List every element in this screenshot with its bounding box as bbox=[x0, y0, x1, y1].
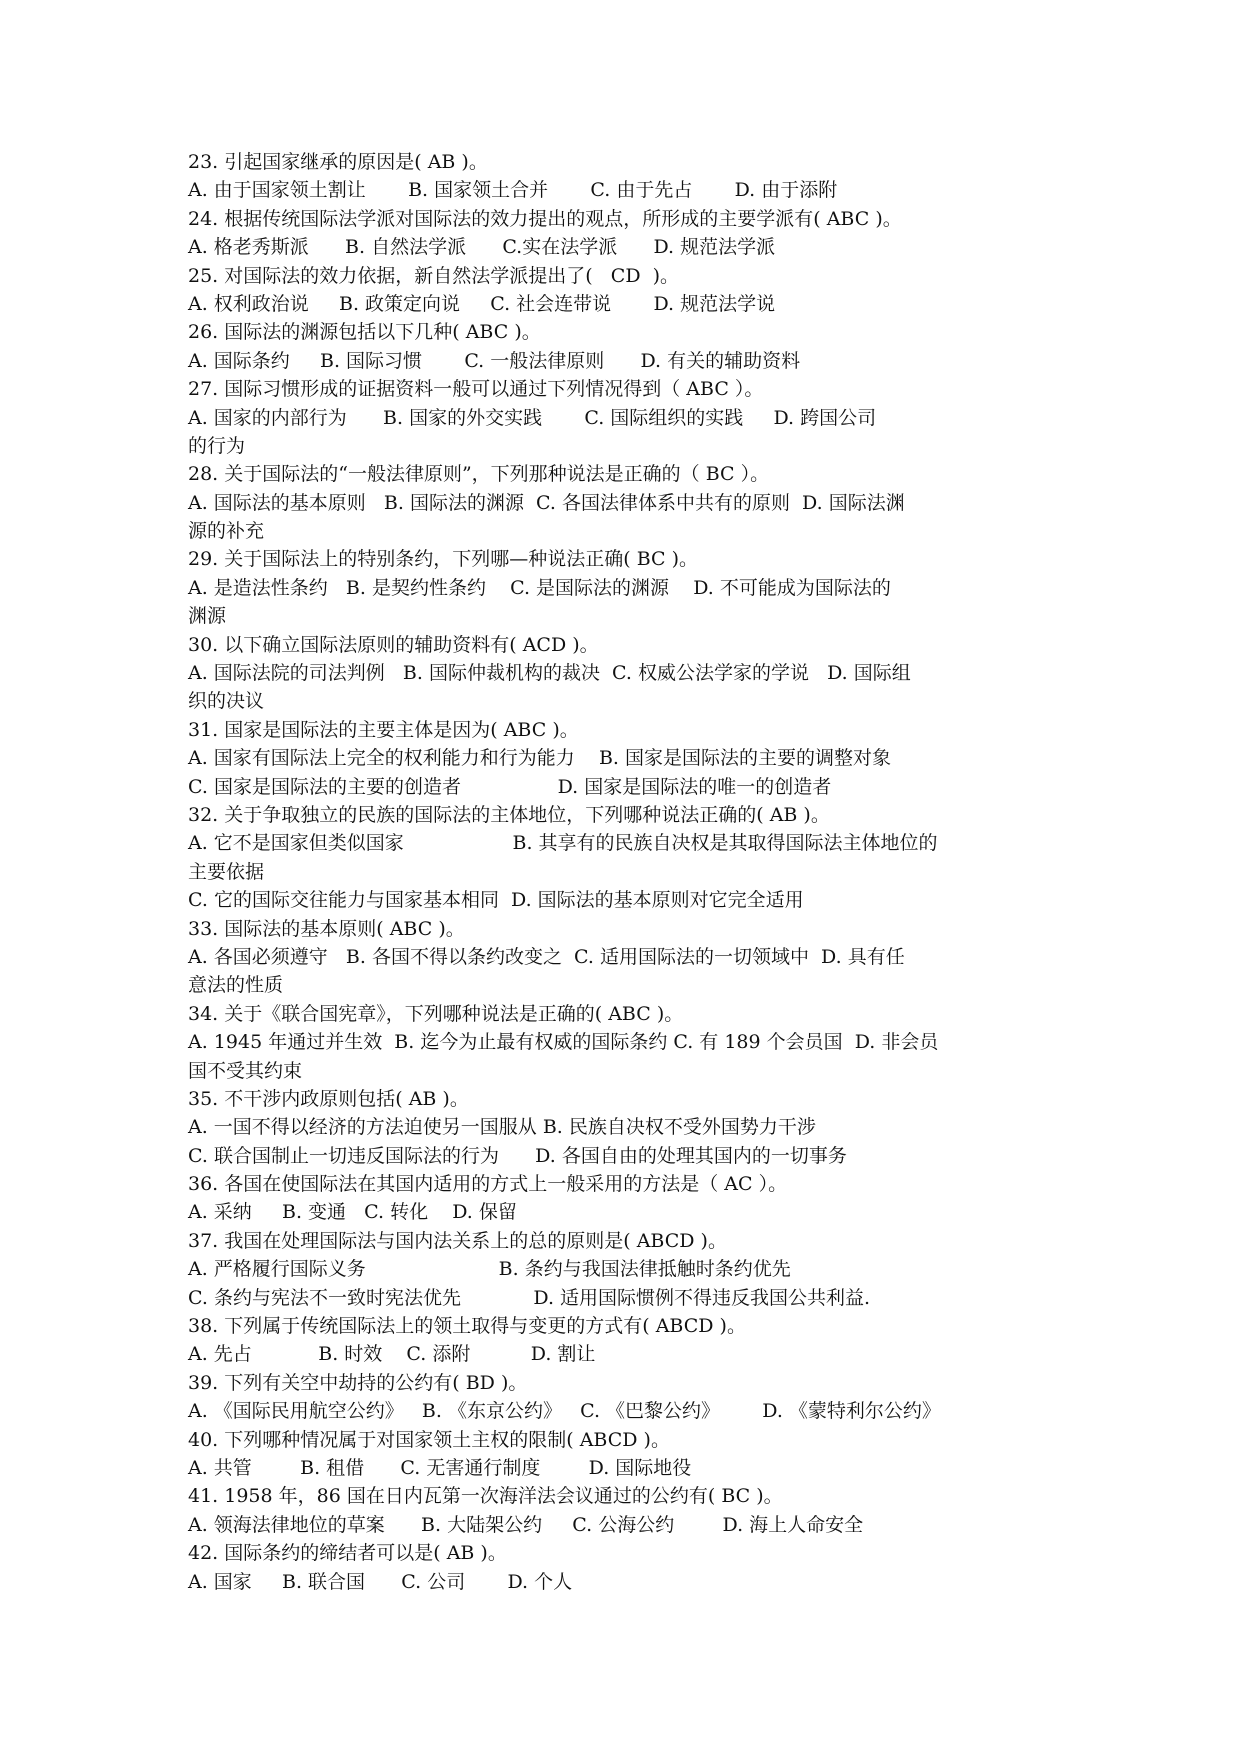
text-line: A. 采纳 B. 变通 C. 转化 D. 保留 bbox=[188, 1201, 517, 1224]
text-line: A. 它不是国家但类似国家 B. 其享有的民族自决权是其取得国际法主体地位的 bbox=[188, 832, 938, 855]
text-line: A. 一国不得以经济的方法迫使另一国服从 B. 民族自决权不受外国势力干涉 bbox=[188, 1116, 816, 1139]
text-line: A. 是造法性条约 B. 是契约性条约 C. 是国际法的渊源 D. 不可能成为国际法的 bbox=[188, 576, 891, 599]
text-line: C. 它的国际交往能力与国家基本相同 D. 国际法的基本原则对它完全适用 bbox=[188, 889, 804, 912]
text-line: A. 由于国家领土割让 B. 国家领土合并 C. 由于先占 D. 由于添附 bbox=[188, 179, 838, 202]
text-line: 意法的性质 bbox=[188, 974, 284, 997]
text-line: 30. 以下确立国际法原则的辅助资料有( ACD )。 bbox=[188, 633, 599, 656]
text-line: A. 国家有国际法上完全的权利能力和行为能力 B. 国家是国际法的主要的调整对象 bbox=[188, 747, 892, 770]
text-line: 35. 不干涉内政原则包括( AB )。 bbox=[188, 1087, 469, 1110]
text-line: C. 联合国制止一切违反国际法的行为 D. 各国自由的处理其国内的一切事务 bbox=[188, 1144, 847, 1167]
text-line: 34. 关于《联合国宪章》，下列哪种说法是正确的( ABC )。 bbox=[188, 1002, 684, 1025]
text-line: 24. 根据传统国际法学派对国际法的效力提出的观点，所形成的主要学派有( ABC )。 bbox=[188, 207, 902, 230]
question-list bbox=[188, 148, 1068, 1596]
text-line: 主要依据 bbox=[188, 860, 265, 883]
text-line: 的行为 bbox=[188, 434, 246, 457]
text-line: A. 国际法的基本原则 B. 国际法的渊源 C. 各国法律体系中共有的原则 D. 国际法渊 bbox=[188, 491, 905, 514]
text-line: A. 共管 B. 租借 C. 无害通行制度 D. 国际地役 bbox=[188, 1456, 692, 1479]
text-line: 41. 1958 年，86 国在日内瓦第一次海洋法会议通过的公约有( BC )。 bbox=[188, 1485, 783, 1508]
text-line: 39. 下列有关空中劫持的公约有( BD )。 bbox=[188, 1371, 528, 1394]
text-line: A. 先占 B. 时效 C. 添附 D. 割让 bbox=[188, 1343, 596, 1366]
text-line: 25. 对国际法的效力依据，新自然法学派提出了( CD )。 bbox=[188, 264, 680, 287]
text-line: A. 1945 年通过并生效 B. 迄今为止最有权威的国际条约 C. 有 189 个会员国 D. 非会员 bbox=[188, 1031, 939, 1054]
text-line: A. 领海法律地位的草案 B. 大陆架公约 C. 公海公约 D. 海上人命安全 bbox=[188, 1513, 864, 1536]
text-line: 42. 国际条约的缔结者可以是( AB )。 bbox=[188, 1542, 507, 1565]
text-line: 织的决议 bbox=[188, 690, 265, 713]
text-line: 26. 国际法的渊源包括以下几种( ABC )。 bbox=[188, 321, 541, 344]
text-line: 渊源 bbox=[188, 605, 227, 628]
text-line: A. 国家的内部行为 B. 国家的外交实践 C. 国际组织的实践 D. 跨国公司 bbox=[188, 406, 877, 429]
text-line: 33. 国际法的基本原则( ABC )。 bbox=[188, 917, 465, 940]
text-line: 31. 国家是国际法的主要主体是因为( ABC )。 bbox=[188, 718, 579, 741]
text-line: A. 严格履行国际义务 B. 条约与我国法律抵触时条约优先 bbox=[188, 1258, 791, 1281]
text-line: 27. 国际习惯形成的证据资料一般可以通过下列情况得到（ ABC ）。 bbox=[188, 378, 764, 401]
text-line: A. 《国际民用航空公约》 B. 《东京公约》 C. 《巴黎公约》 D. 《蒙特利尔公约》 bbox=[188, 1400, 941, 1423]
text-line: C. 国家是国际法的主要的创造者 D. 国家是国际法的唯一的创造者 bbox=[188, 775, 832, 798]
text-line: 源的补充 bbox=[188, 520, 265, 543]
text-line: 国不受其约束 bbox=[188, 1059, 303, 1082]
text-line: 29. 关于国际法上的特别条约，下列哪—种说法正确( BC )。 bbox=[188, 548, 699, 571]
text-line: A. 国家 B. 联合国 C. 公司 D. 个人 bbox=[188, 1570, 573, 1593]
text-line: A. 国际法院的司法判例 B. 国际仲裁机构的裁决 C. 权威公法学家的学说 D. 国际组 bbox=[188, 662, 911, 685]
text-line: A. 格老秀斯派 B. 自然法学派 C.实在法学派 D. 规范法学派 bbox=[188, 236, 776, 259]
text-line: 36. 各国在使国际法在其国内适用的方式上一般采用的方法是（ AC ）。 bbox=[188, 1173, 788, 1196]
text-line: C. 条约与宪法不一致时宪法优先 D. 适用国际惯例不得违反我国公共利益. bbox=[188, 1286, 871, 1309]
text-line: A. 各国必须遵守 B. 各国不得以条约改变之 C. 适用国际法的一切领域中 D. 具有任 bbox=[188, 945, 905, 968]
text-line: A. 权利政治说 B. 政策定向说 C. 社会连带说 D. 规范法学说 bbox=[188, 292, 776, 315]
text-line: 28. 关于国际法的“一般法律原则”，下列那种说法是正确的（ BC ）。 bbox=[188, 463, 770, 486]
text-line: 23. 引起国家继承的原因是( AB )。 bbox=[188, 151, 488, 173]
text-line: 37. 我国在处理国际法与国内法关系上的总的原则是( ABCD )。 bbox=[188, 1229, 727, 1252]
text-line: 38. 下列属于传统国际法上的领土取得与变更的方式有( ABCD )。 bbox=[188, 1315, 746, 1338]
text-line: 32. 关于争取独立的民族的国际法的主体地位，下列哪种说法正确的( AB )。 bbox=[188, 803, 830, 826]
text-line: 40. 下列哪种情况属于对国家领土主权的限制( ABCD )。 bbox=[188, 1428, 670, 1451]
text-line: A. 国际条约 B. 国际习惯 C. 一般法律原则 D. 有关的辅助资料 bbox=[188, 349, 801, 372]
